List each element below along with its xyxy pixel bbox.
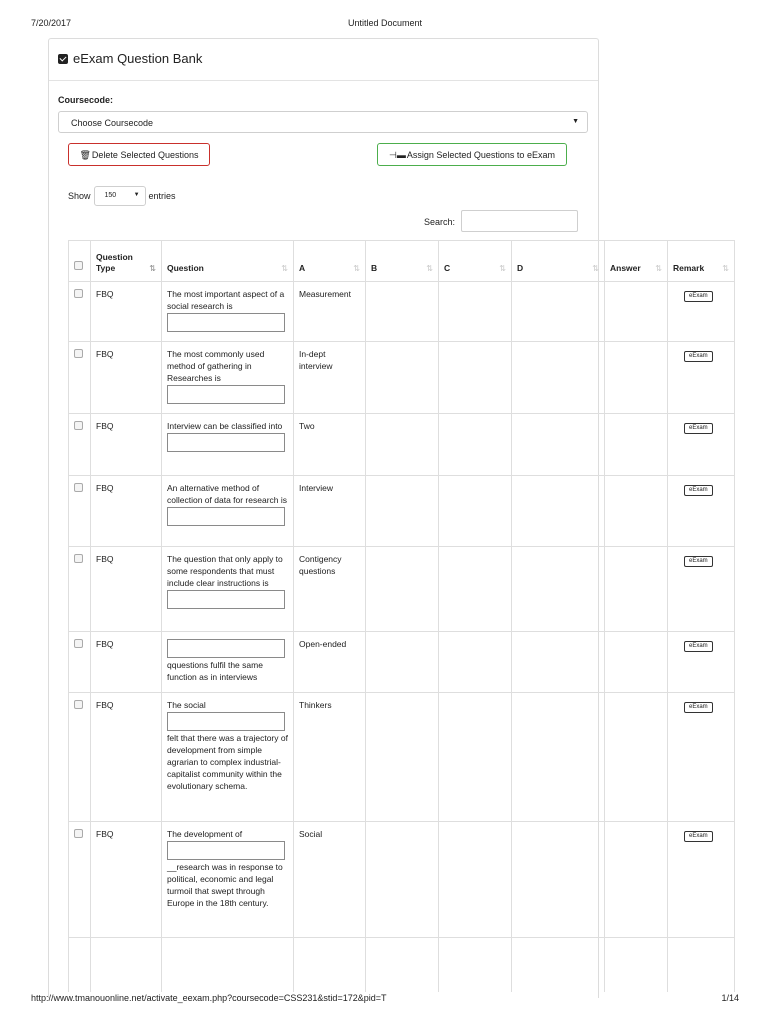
question-text: The question that only apply to some respondents that must include clear instructions is <box>167 554 283 588</box>
question-type-cell: FBQ <box>91 632 162 693</box>
caret-down-icon: ▼ <box>572 118 579 125</box>
caret-down-icon: ▼ <box>133 192 140 198</box>
delete-selected-button[interactable] <box>68 143 210 166</box>
assign-selected-button[interactable] <box>377 143 567 166</box>
remark-cell <box>668 342 735 414</box>
header-question[interactable]: Question ⇅ <box>162 241 294 282</box>
sort-icon: ⇅ <box>426 264 433 273</box>
blank-answer-input[interactable] <box>167 841 285 860</box>
eexam-badge[interactable]: eExam <box>684 291 713 302</box>
eexam-badge[interactable]: eExam <box>684 831 713 842</box>
question-text: The development of <box>167 829 243 839</box>
panel-heading <box>49 39 598 81</box>
answer-cell <box>605 822 668 938</box>
blank-answer-input[interactable] <box>167 507 285 526</box>
question-text: The most commonly used method of gathering in Researches is <box>167 349 265 383</box>
row-checkbox[interactable] <box>74 421 83 430</box>
question-cell <box>162 476 294 547</box>
eexam-badge[interactable]: eExam <box>684 485 713 496</box>
option-b-cell <box>366 342 439 414</box>
question-cell <box>162 693 294 822</box>
panel-title: eExam Question Bank <box>73 51 203 66</box>
option-a-cell: Open-ended <box>294 632 366 693</box>
header-select-all <box>69 241 91 282</box>
option-c-cell <box>439 693 512 822</box>
row-select-cell <box>69 822 91 938</box>
table-row-empty <box>69 938 735 992</box>
question-type-cell: FBQ <box>91 693 162 822</box>
option-a-cell: Two <box>294 414 366 476</box>
answer-cell <box>605 282 668 342</box>
blank-answer-input[interactable] <box>167 590 285 609</box>
question-text-after: __research was in response to political, economic and legal turmoil that swept through Europe in the 18th century. <box>167 862 283 908</box>
option-c-cell <box>439 632 512 693</box>
table-row <box>69 693 735 822</box>
eexam-badge[interactable]: eExam <box>684 351 713 362</box>
table-row <box>69 282 735 342</box>
option-c-cell <box>439 282 512 342</box>
option-c-cell <box>439 342 512 414</box>
answer-cell <box>605 547 668 632</box>
option-d-cell <box>512 822 605 938</box>
sort-icon: ⇅ <box>499 264 506 273</box>
option-a-cell: In-dept interview <box>294 342 366 414</box>
row-checkbox[interactable] <box>74 349 83 358</box>
row-checkbox[interactable] <box>74 483 83 492</box>
question-text: Interview can be classified into <box>167 421 283 431</box>
option-b-cell <box>366 547 439 632</box>
row-select-cell <box>69 342 91 414</box>
header-c[interactable]: C ⇅ <box>439 241 512 282</box>
option-d-cell <box>512 414 605 476</box>
option-b-cell <box>366 632 439 693</box>
sort-icon: ⇅ <box>592 264 599 273</box>
blank-answer-input[interactable] <box>167 385 285 404</box>
option-b-cell <box>366 693 439 822</box>
option-c-cell <box>439 547 512 632</box>
checkbox-checked-icon <box>58 54 68 64</box>
option-c-cell <box>439 414 512 476</box>
question-text: The social <box>167 700 206 710</box>
header-answer[interactable]: Answer ⇅ <box>605 241 668 282</box>
row-select-cell <box>69 414 91 476</box>
assign-button-label: Assign Selected Questions to eExam <box>406 150 555 160</box>
question-cell <box>162 414 294 476</box>
page-length-control <box>68 185 176 207</box>
question-type-cell: FBQ <box>91 282 162 342</box>
question-text: An alternative method of collection of data for research is <box>167 483 288 505</box>
remark-cell <box>668 632 735 693</box>
row-select-cell <box>69 547 91 632</box>
option-d-cell <box>512 693 605 822</box>
search-label: Search: <box>424 217 456 227</box>
sort-icon: ⇅ <box>655 264 662 273</box>
blank-answer-input[interactable] <box>167 712 285 731</box>
answer-cell <box>605 632 668 693</box>
question-type-cell: FBQ <box>91 414 162 476</box>
answer-cell <box>605 342 668 414</box>
coursecode-select-value: Choose Coursecode <box>71 118 154 128</box>
table-row <box>69 476 735 547</box>
select-all-checkbox[interactable] <box>74 261 83 270</box>
option-a-cell: Measurement <box>294 282 366 342</box>
question-cell <box>162 342 294 414</box>
entries-label: entries <box>148 191 176 201</box>
option-a-cell: Thinkers <box>294 693 366 822</box>
eexam-badge[interactable]: eExam <box>684 556 713 567</box>
questions-table <box>68 240 735 992</box>
question-type-cell: FBQ <box>91 822 162 938</box>
question-type-cell: FBQ <box>91 547 162 632</box>
sort-asc-icon: ⇅ <box>149 264 156 273</box>
question-text: The most important aspect of a social research is <box>167 289 285 311</box>
question-text-after: qquestions fulfil the same function as in interviews <box>167 660 263 682</box>
question-type-cell: FBQ <box>91 342 162 414</box>
row-select-cell <box>69 476 91 547</box>
table-header-row <box>69 241 735 282</box>
remark-cell <box>668 547 735 632</box>
header-a[interactable]: A ⇅ <box>294 241 366 282</box>
page-length-select[interactable] <box>94 186 146 206</box>
remark-cell <box>668 414 735 476</box>
eexam-badge[interactable]: eExam <box>684 702 713 713</box>
option-b-cell <box>366 282 439 342</box>
sort-icon: ⇅ <box>353 264 360 273</box>
search-input[interactable] <box>461 210 578 232</box>
question-text-after: felt that there was a trajectory of development from simple agrarian to complex industrial-capitalist community within the evolutionary schema. <box>167 733 288 791</box>
option-b-cell <box>366 822 439 938</box>
coursecode-select[interactable] <box>58 111 588 133</box>
row-checkbox[interactable] <box>74 700 83 709</box>
question-cell <box>162 282 294 342</box>
table-row <box>69 822 735 938</box>
row-select-cell <box>69 693 91 822</box>
header-b[interactable]: B ⇅ <box>366 241 439 282</box>
row-select-cell <box>69 282 91 342</box>
page-url: http://www.tmanouonline.net/activate_eexam.php?coursecode=CSS231&stid=172&pid=T <box>31 993 387 1003</box>
print-date: 7/20/2017 <box>31 18 72 28</box>
blank-answer-input[interactable] <box>167 639 285 658</box>
answer-cell <box>605 476 668 547</box>
header-question-type[interactable]: Question Type ⇅ <box>91 241 162 282</box>
option-d-cell <box>512 342 605 414</box>
delete-button-label: Delete Selected Questions <box>91 150 199 160</box>
option-b-cell <box>366 476 439 547</box>
option-a-cell: Social <box>294 822 366 938</box>
question-cell <box>162 632 294 693</box>
table-row <box>69 342 735 414</box>
option-d-cell <box>512 547 605 632</box>
question-cell <box>162 547 294 632</box>
option-c-cell <box>439 822 512 938</box>
option-d-cell <box>512 282 605 342</box>
header-d[interactable]: D ⇅ <box>512 241 605 282</box>
option-d-cell <box>512 476 605 547</box>
trash-icon: 🗑 <box>79 150 91 160</box>
blank-answer-input[interactable] <box>167 313 285 332</box>
option-a-cell: Interview <box>294 476 366 547</box>
row-checkbox[interactable] <box>74 554 83 563</box>
document-title: Untitled Document <box>347 18 423 28</box>
remark-cell <box>668 282 735 342</box>
option-a-cell: Contigency questions <box>294 547 366 632</box>
question-type-cell: FBQ <box>91 476 162 547</box>
questions-table-body <box>69 282 735 992</box>
print-header <box>31 18 739 30</box>
show-label: Show <box>68 191 91 201</box>
table-row <box>69 414 735 476</box>
answer-cell <box>605 414 668 476</box>
question-cell <box>162 822 294 938</box>
eexam-badge[interactable]: eExam <box>684 641 713 652</box>
page-length-value: 150 <box>104 192 117 199</box>
option-d-cell <box>512 632 605 693</box>
eexam-badge[interactable]: eExam <box>684 423 713 434</box>
header-remark[interactable]: Remark ⇅ <box>668 241 735 282</box>
row-checkbox[interactable] <box>74 289 83 298</box>
remark-cell <box>668 822 735 938</box>
remark-cell <box>668 476 735 547</box>
answer-cell <box>605 693 668 822</box>
blank-answer-input[interactable] <box>167 433 285 452</box>
row-select-cell <box>69 632 91 693</box>
pushpin-icon: ⊣▬ <box>389 150 406 160</box>
row-checkbox[interactable] <box>74 829 83 838</box>
coursecode-label: Coursecode: <box>58 95 114 105</box>
page-number: 1/14 <box>721 993 739 1003</box>
option-b-cell <box>366 414 439 476</box>
table-row <box>69 547 735 632</box>
sort-icon: ⇅ <box>722 264 729 273</box>
option-c-cell <box>439 476 512 547</box>
row-checkbox[interactable] <box>74 639 83 648</box>
sort-icon: ⇅ <box>281 264 288 273</box>
table-row <box>69 632 735 693</box>
print-footer <box>31 993 739 1005</box>
remark-cell <box>668 693 735 822</box>
